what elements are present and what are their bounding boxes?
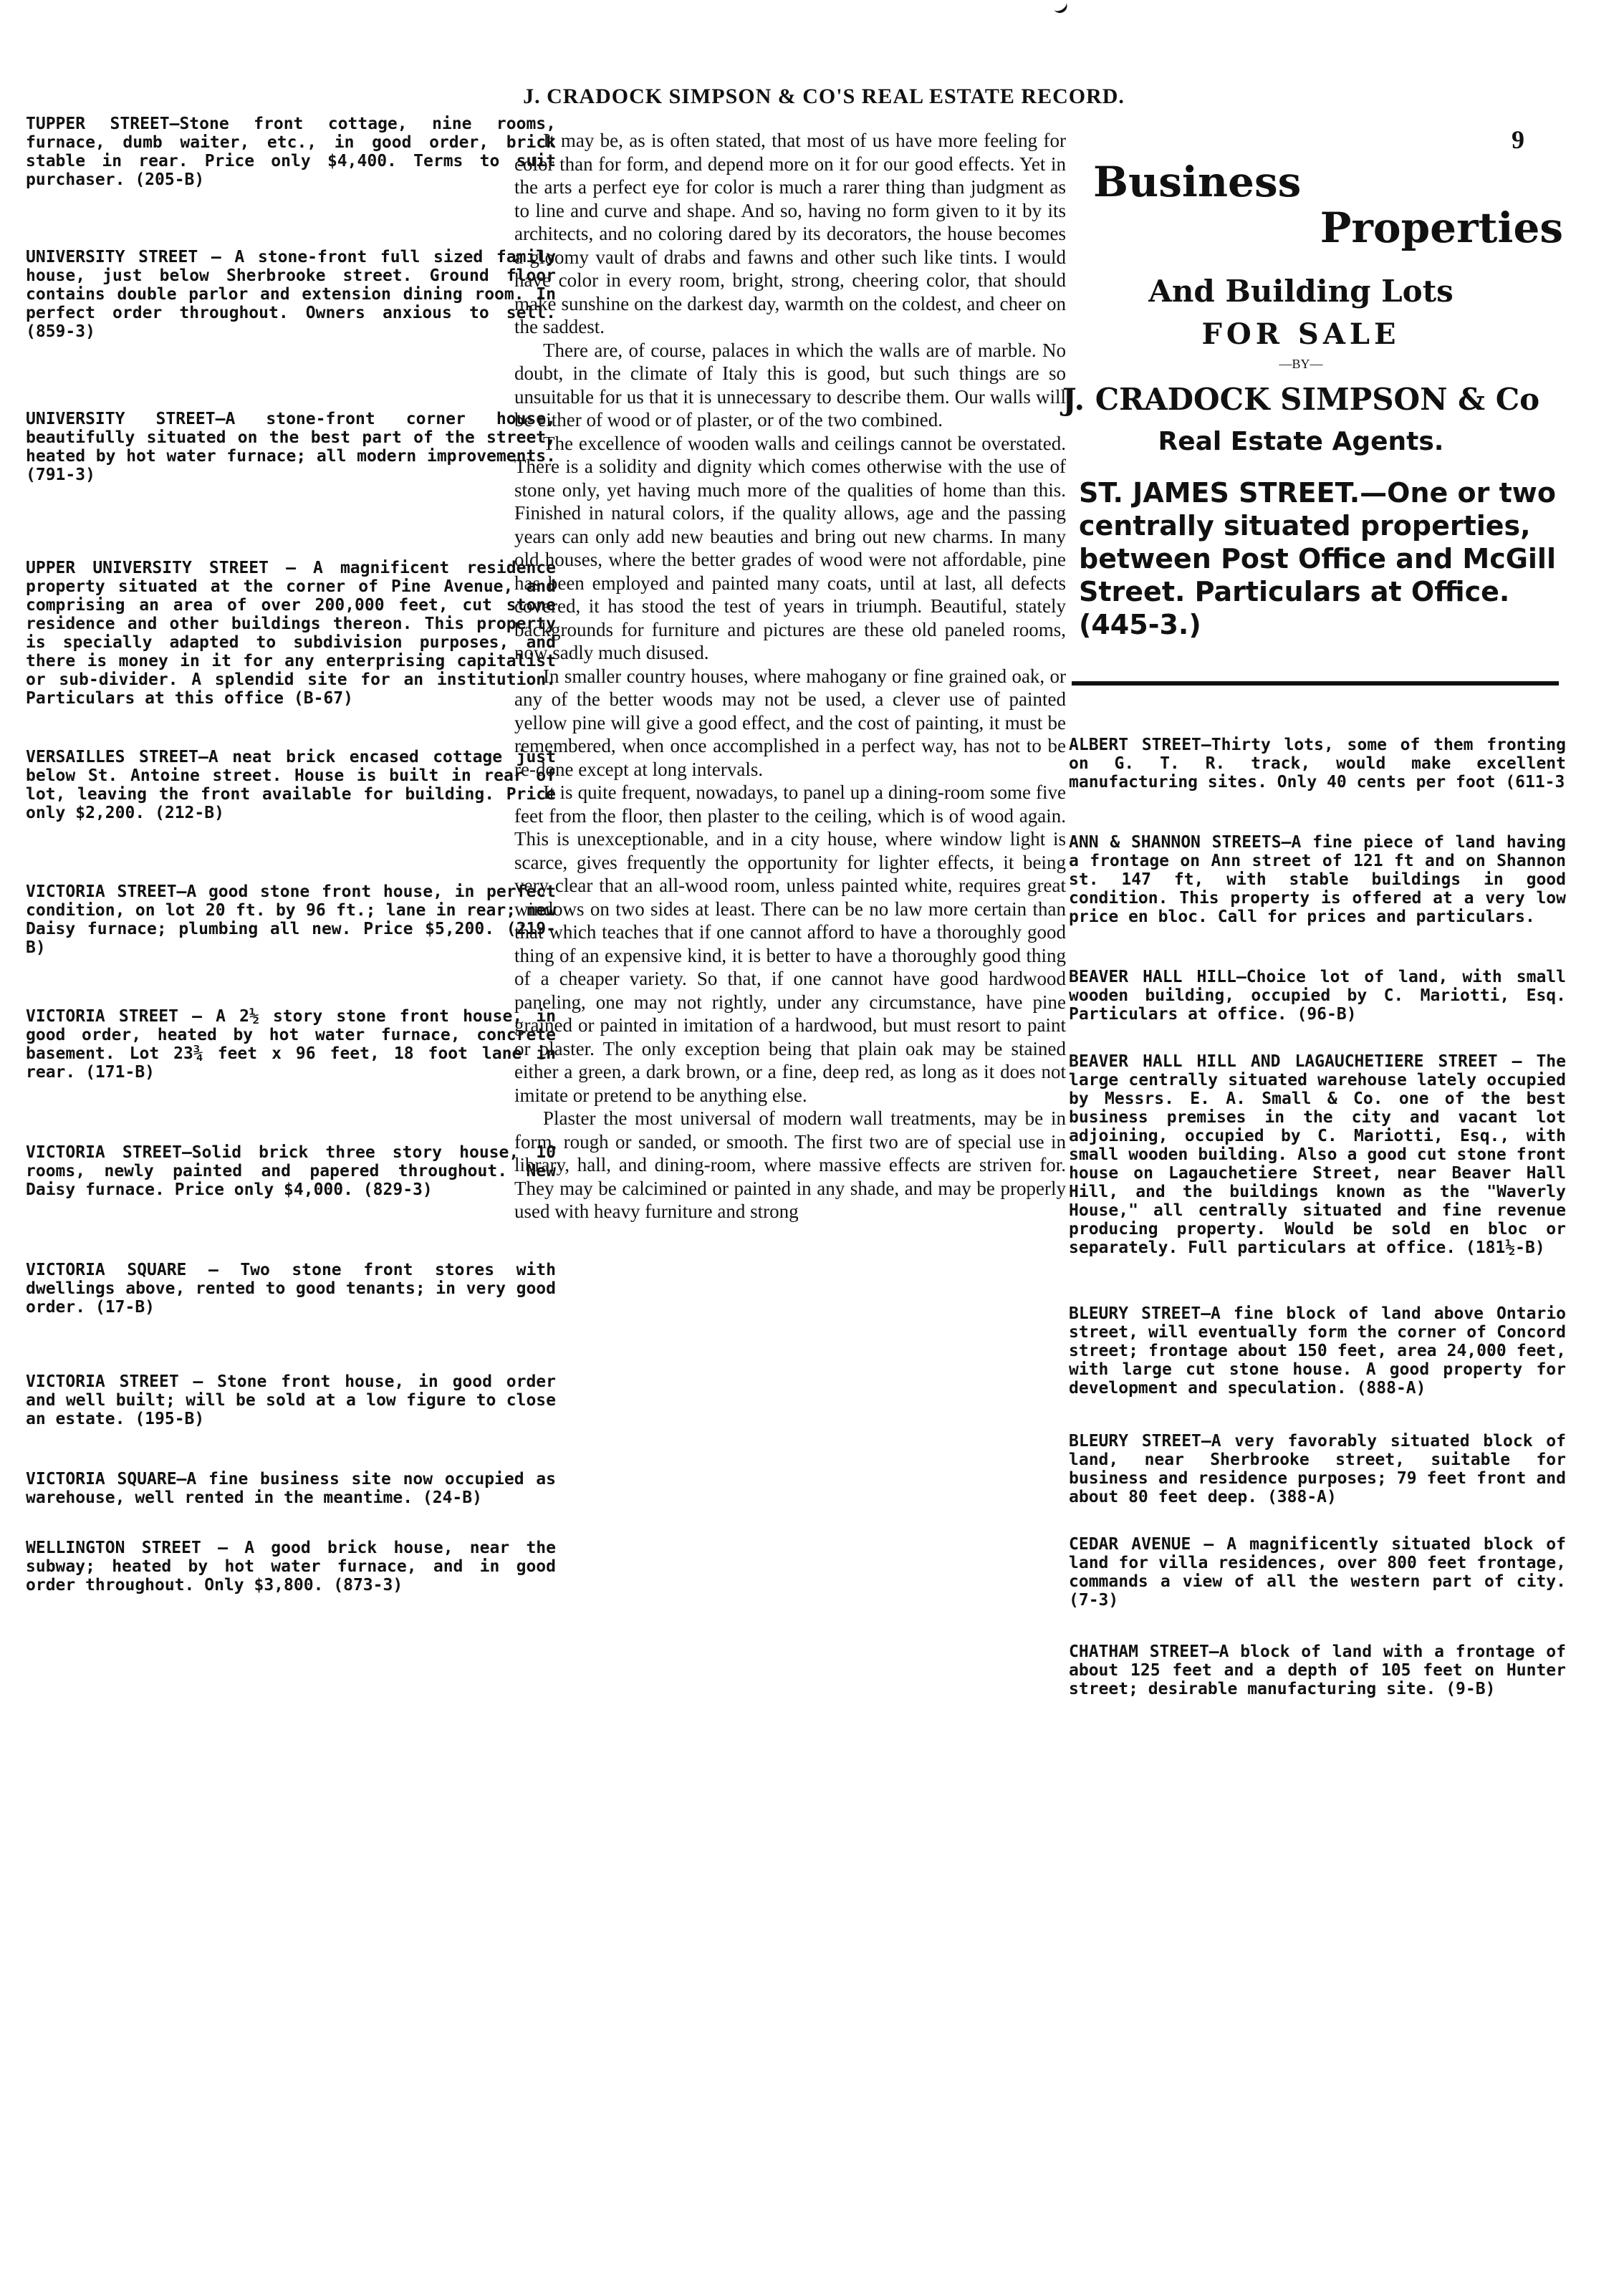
listing-item: CHATHAM STREET—A block of land with a frontage of about 125 feet and a depth of 105 feet on Hunter street; desirable manufacturing site. (9-B) xyxy=(1069,1643,1566,1698)
listing-item: UNIVERSITY STREET — A stone-front full sized family house, just below Sherbrooke street. Ground floor contains double parlor and extension dining room. In perfect order throughout. Owners anxious to sell. (859-3) xyxy=(26,248,556,341)
left-column xyxy=(26,115,556,1653)
listing-item: VICTORIA SQUARE — Two stone front stores with dwellings above, rented to good tenants; in very good order. (17-B) xyxy=(26,1261,556,1317)
ad-by: —BY— xyxy=(1279,357,1323,371)
essay-paragraph: In smaller country houses, where mahogany or fine grained oak, or any of the better woods may not be used, a clever use of painted yellow pine will give a good effect, and the cost of painting, it must be remembered, when once accomplished in a perfect way, has not to be re-done except at long intervals. xyxy=(514,665,1066,780)
essay-paragraph: It is quite frequent, nowadays, to panel up a dining-room some five feet from the floor, then plaster to the ceiling, which is of wood again. This is unexceptionable, and in a city house, where window light is scarce, gives frequently the opportunity for lighter effects, it being very clear that an all-wood room, unless painted white, requires great windows on two sides at least. There can be no law more certain than that which teaches that if one cannot afford to have a thoroughly good thing of an expensive kind, it is better to have a thoroughly good thing of a cheaper variety. So that, if one cannot have good hardwood paneling, one may not rightly, under any circumstance, have pine grained or painted in imitation of a hardwood, but must resort to paint or plaster. The only exception being that plain oak may be stained either a green, a dark brown, or a fine, deep red, as long as it does not imitate or pretend to be anything else. xyxy=(514,781,1066,1106)
ad-headline-properties: Properties xyxy=(1320,203,1563,252)
page-number: 9 xyxy=(1512,125,1524,154)
listing-item: BLEURY STREET—A fine block of land above Ontario street, will eventually form the corner of Concord street; frontage about 150 feet, area 24,000 feet, with large cut stone house. A good property for development and speculation. (888-A) xyxy=(1069,1304,1566,1398)
listing-item: UNIVERSITY STREET—A stone-front corner house, beautifully situated on the best part of the street, heated by hot water furnace; all modern improvements. (791-3) xyxy=(26,410,556,484)
essay-paragraph: The excellence of wooden walls and ceilings cannot be overstated. There is a solidity and dignity which comes otherwise with the use of stone only, yet having much more of the qualities of home than this. Finished in natural colors, if the quality allows, age and the passing years can only add new beauties and bring out new charms. In many old houses, where the better grades of wood were not affordable, pine has been employed and painted many coats, until at last, all defects covered, it has stood the test of years in triumph. Beautiful, stately backgrounds for furniture and pictures are these old paneled rooms, now sadly much disused. xyxy=(514,432,1066,663)
running-header: J. CRADOCK SIMPSON & CO'S REAL ESTATE RECORD. xyxy=(523,85,1125,108)
listing-item: ANN & SHANNON STREETS—A fine piece of land having a frontage on Ann street of 121 ft and on Shannon st. 147 ft, with stable buildings in good condition. This property is offered at a very low price en bloc. Call for prices and particulars. xyxy=(1069,833,1566,926)
ink-mark xyxy=(1051,0,1070,16)
ad-body: ST. JAMES STREET.—One or two centrally situated properties, between Post Office and McGill Street. Particulars at Office. (445-3.) xyxy=(1079,477,1556,640)
ad-headline-business: Business xyxy=(1093,158,1302,206)
listing-item: VICTORIA SQUARE—A fine business site now occupied as warehouse, well rented in the meantime. (24-B) xyxy=(26,1470,556,1507)
listing-item: BEAVER HALL HILL—Choice lot of land, with small wooden building, occupied by C. Mariotti, Esq. Particulars at office. (96-B) xyxy=(1069,968,1566,1024)
right-column xyxy=(1036,107,1566,1740)
listing-item: VICTORIA STREET—A good stone front house, in perfect condition, on lot 20 ft. by 96 ft.; lane in rear; new Daisy furnace; plumbing all new. Price $5,200. (219-B) xyxy=(26,882,556,957)
listing-item: VERSAILLES STREET—A neat brick encased cottage just below St. Antoine street. House is built in rear of lot, leaving the front available for building. Price only $2,200. (212-B) xyxy=(26,748,556,822)
listing-item: UPPER UNIVERSITY STREET — A magnificent residence property situated at the corner of Pine Avenue, and comprising an area of over 200,000 feet, cut stone residence and other buildings thereon. This property is specially adapted to subdivision purposes, and there is money in it for any enterprising capitalist or sub-divider. A splendid site for an institution. Particulars at this office (B-67) xyxy=(26,559,556,708)
advertisement xyxy=(1036,158,1566,641)
listing-item: BEAVER HALL HILL AND LAGAUCHETIERE STREET — The large centrally situated warehouse lately occupied by Messrs. E. A. Small & Co. one of the best business premises in the city and vacant lot adjoining, occupied by C. Mariotti, Esq., with small wooden building. Also a good cut stone front house on Lagauchetiere Street, near Beaver Hall Hill, and the buildings known as the "Waverly House," all centrally situated and fine revenue producing property. Would be sold en bloc or separately. Full particulars at office. (181½-B) xyxy=(1069,1052,1566,1257)
listing-item: CEDAR AVENUE — A magnificently situated block of land for villa residences, over 800 feet frontage, commands a view of all the western part of city. (7-3) xyxy=(1069,1535,1566,1610)
listing-item: VICTORIA STREET — A 2½ story stone front house, in good order, heated by hot water furnace, concrete basement. Lot 23¾ feet x 96 feet, 18 foot lane in rear. (171-B) xyxy=(26,1007,556,1082)
essay-paragraph: Plaster the most universal of modern wall treatments, may be in form, rough or sanded, or smooth. The first two are of special use in library, hall, and dining-room, where massive effects are striven for. They may be calcimined or painted in any shade, and may be properly used with heavy furniture and strong xyxy=(514,1107,1066,1222)
essay-paragraph: There are, of course, palaces in which the walls are of marble. No doubt, in the climate of Italy this is good, but such things are so unsuitable for us that it is unnecessary to describe them. Our walls will be either of wood or of plaster, or of the two combined. xyxy=(514,339,1066,431)
ad-agents: Real Estate Agents. xyxy=(1158,427,1444,456)
ad-subheadline: And Building Lots xyxy=(1148,274,1454,309)
listing-item: VICTORIA STREET—Solid brick three story house, 10 rooms, newly painted and papered throughout. New Daisy furnace. Price only $4,000. (829-3) xyxy=(26,1143,556,1199)
listing-item: VICTORIA STREET — Stone front house, in good order and well built; will be sold at a low figure to close an estate. (195-B) xyxy=(26,1372,556,1428)
ad-firm-name: J. CRADOCK SIMPSON & Co xyxy=(1062,382,1540,417)
listing-item: WELLINGTON STREET — A good brick house, near the subway; heated by hot water furnace, and in good order throughout. Only $3,800. (873-3) xyxy=(26,1539,556,1595)
essay-column xyxy=(514,129,1066,1223)
essay-paragraph: It may be, as is often stated, that most of us have more feeling for color than for form, and depend more on it for our good effects. Yet in the arts a perfect eye for color is much a rarer thing than judgment as to line and curve and shape. And so, having no form given to it by its architects, and no coloring dared by its decorators, the house becomes a gloomy vault of drabs and fawns and other such like tints. I would have color in every room, bright, strong, cheering color, that should make sunshine on the darkest day, warmth on the coldest, and cheer on the saddest. xyxy=(514,130,1066,337)
ad-for-sale: FOR SALE xyxy=(1201,317,1400,351)
listing-item: BLEURY STREET—A very favorably situated block of land, near Sherbrooke street, suitable for business and residence purposes; 79 feet front and about 80 feet deep. (388-A) xyxy=(1069,1432,1566,1506)
section-rule xyxy=(1072,681,1559,686)
listing-item: TUPPER STREET—Stone front cottage, nine rooms, furnace, dumb waiter, etc., in good order, brick stable in rear. Price only $4,400. Terms to suit purchaser. (205-B) xyxy=(26,115,556,189)
listing-item: ALBERT STREET—Thirty lots, some of them fronting on G. T. R. track, would make excellent manufacturing sites. Only 40 cents per foot (611-3 xyxy=(1069,736,1566,792)
